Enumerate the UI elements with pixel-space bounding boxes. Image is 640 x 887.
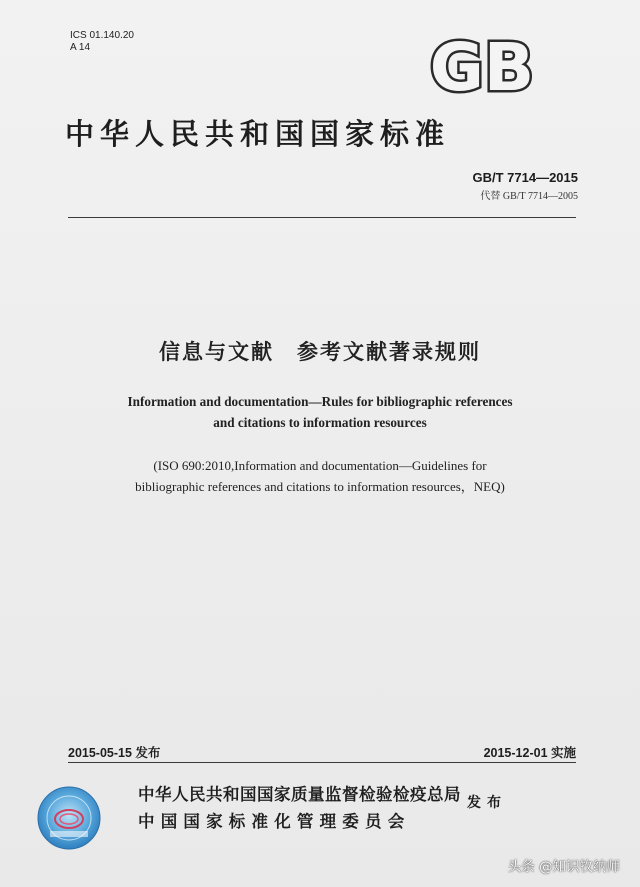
english-title-line1: Information and documentation—Rules for bibliographic references [127, 394, 513, 409]
publisher-line2: 中国国家标准化管理委员会 [138, 812, 411, 831]
source-watermark: 头条 @知识牧纳师 [507, 859, 620, 875]
iso-reference [0, 455, 640, 497]
ics-code: ICS 01.140.20 [70, 30, 134, 41]
publisher-line1: 中华人民共和国国家质量监督检验检疫总局 [138, 785, 461, 804]
replaces-standard: 代替 GB/T 7714—2005 [480, 191, 578, 202]
dates-row [68, 743, 576, 761]
standard-number-block [472, 170, 578, 202]
iso-reference-line2: bibliographic references and citations to information resources，NEQ) [135, 479, 505, 494]
classification-codes [70, 30, 134, 54]
gb-logo-text: GB [429, 30, 535, 100]
bottom-divider [68, 762, 576, 763]
top-divider [68, 217, 576, 218]
chinese-title: 信息与文献 参考文献著录规则 [159, 340, 481, 364]
publisher-block [138, 781, 461, 832]
english-title-line2: and citations to information resources [213, 415, 427, 430]
national-standard-title: 中华人民共和国国家标准 [65, 117, 451, 151]
gb-logo [420, 30, 545, 100]
issue-date: 2015-05-15 发布 [68, 746, 161, 760]
ccs-code: A 14 [70, 42, 91, 53]
anti-counterfeit-seal-icon [36, 785, 102, 851]
publish-label: 发布 [467, 795, 507, 811]
standard-number: GB/T 7714—2015 [472, 170, 578, 185]
implementation-date: 2015-12-01 实施 [483, 746, 576, 760]
english-title [0, 391, 640, 433]
iso-reference-line1: (ISO 690:2010,Information and documentation—Guidelines for [153, 458, 487, 473]
